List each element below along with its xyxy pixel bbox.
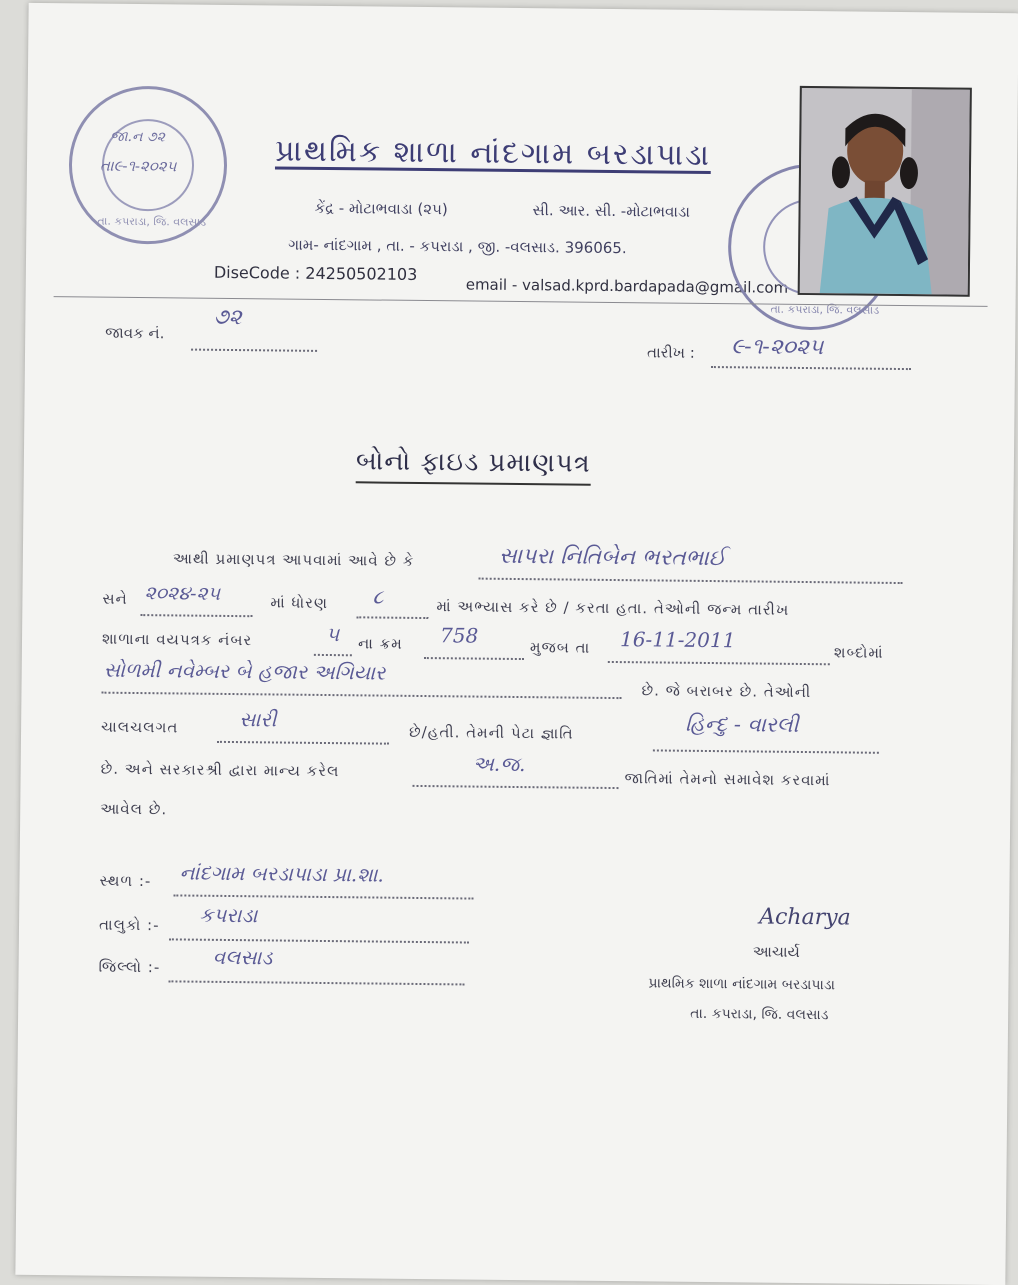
line5-prefix: ચાલચલગત: [101, 717, 179, 737]
school-name: પ્રાથમિક શાળા નાંદગામ બરડાપાડા: [274, 133, 712, 174]
principal-signature: Acharya: [759, 904, 851, 931]
taluko-label: તાલુકો :-: [98, 915, 160, 935]
caste-value: હિન્દુ - વારલી: [685, 711, 799, 737]
line2-rest: માં અભ્યાસ કરે છે / કરતા હતા. તેઓની જન્મ તારીખ: [436, 597, 790, 619]
inward-no: ૭૨: [213, 304, 242, 331]
signature-school: પ્રાથમિક શાળા નાંદગામ બરડાપાડા: [648, 975, 836, 994]
school-email: email - valsad.kprd.bardapada@gmail.com: [465, 275, 789, 297]
academic-year: ૨૦૨૪-૨૫: [144, 582, 221, 605]
line4-rest: છે. જે બરાબર છે. તેઓની: [641, 681, 812, 702]
line3-mujab: મુજબ તા: [529, 638, 591, 657]
line2-sane: સને: [102, 589, 128, 608]
inward-field: [191, 333, 317, 352]
dise-code: DiseCode : 24250502103: [213, 262, 418, 284]
inward-label: જાવક નં.: [105, 323, 165, 343]
certificate-title: બોનો ફાઇડ પ્રમાણપત્ર: [356, 446, 591, 485]
sthal-value: નાંદગામ બરડાપાડા પ્રા.શા.: [179, 860, 384, 887]
school-stamp-left: [68, 85, 228, 245]
taluko-value: કપરાડા: [199, 902, 258, 928]
line2-dhoran: માં ધોરણ: [270, 593, 329, 613]
signature-address: તા. કપરાડા, જિ. વલસાડ: [690, 1005, 829, 1024]
kendra-text: કેંદ્ર - મોટાભવાડા (૨૫): [314, 198, 448, 219]
student-name: સાપરા નિતિબેન ભરતભાઈ: [498, 543, 726, 572]
student-photo: [798, 86, 972, 297]
serial-no: 758: [439, 623, 479, 648]
certificate-paper: [15, 3, 1018, 1285]
jillo-value: વલસાડ: [212, 944, 273, 970]
line3-kram: ના ક્રમ: [357, 634, 403, 653]
date-label: તારીખ :: [646, 343, 695, 362]
sthal-label: સ્થળ :-: [99, 871, 152, 891]
student-portrait-illustration: [800, 88, 970, 295]
line1-prefix: આથી પ્રમાણપત્ર આપવામાં આવે છે કે: [172, 549, 415, 570]
signature-role: આચાર્ય: [752, 942, 800, 961]
stamp-ring-text: તા. કપરાડા, જિ. વલસાડ: [770, 302, 880, 317]
line6-prefix: છે. અને સરકારશ્રી દ્વારા માન્ય કરેલ: [100, 759, 340, 781]
stamp-date: તા૯-૧-૨૦૨૫: [99, 156, 177, 176]
date-value: ૯-૧-૨૦૨૫: [730, 334, 824, 361]
register-no: ૫: [325, 622, 340, 647]
stamp-ring-text: તા. કપરાડા, જિ. વલસાડ: [97, 214, 207, 229]
crc-text: સી. આર. સી. -મોટાભવાડા: [532, 201, 691, 221]
line7: આવેલ છે.: [100, 799, 168, 819]
line5-mid: છે/હતી. તેમની પેટા જ્ઞાતિ: [408, 722, 574, 743]
line3-prefix: શાળાના વયપત્રક નંબર: [101, 629, 253, 650]
line6-rest: જાતિમાં તેમનો સમાવેશ કરવામાં: [624, 769, 831, 790]
village-address: ગામ- નાંદગામ , તા. - કપરાડા , જી. -વલસાડ. 396065.: [288, 235, 627, 258]
category-value: અ.જ.: [472, 751, 526, 777]
std-value: ૮: [372, 584, 384, 609]
jillo-label: જિલ્લો :-: [98, 957, 161, 977]
line3-shabdo: શબ્દોમાં: [833, 643, 884, 662]
stamp-inward-no: જા.ન ૭૨: [110, 128, 165, 146]
conduct-value: સારી: [239, 707, 277, 732]
date-of-birth: 16-11-2011: [619, 627, 736, 653]
dob-in-words: સોળમી નવેમ્બર બે હજાર અગિયાર: [103, 657, 386, 685]
std-field: [356, 600, 428, 619]
